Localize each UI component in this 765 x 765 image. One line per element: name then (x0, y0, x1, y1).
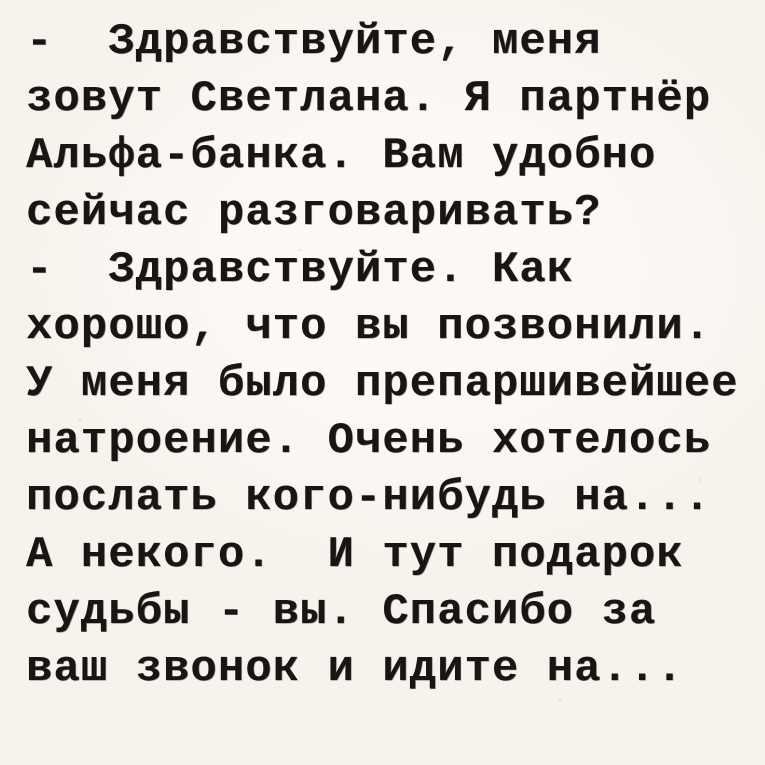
text-line: послать кого-нибудь на... (26, 473, 712, 523)
typewritten-text-block (26, 14, 761, 698)
text-line: натроение. Очень хотелось (26, 416, 712, 466)
text-line: - Здравствуйте, меня (26, 17, 602, 67)
text-line: хорошо, что вы позвонили. (26, 302, 712, 352)
text-line: Альфа-банка. Вам удобно (26, 131, 657, 181)
text-line: ваш звонок и идите на... (26, 644, 684, 694)
text-line: судьбы - вы. Спасибо за (26, 587, 657, 637)
text-line: - Здравствуйте. Как (26, 245, 575, 295)
text-line: сейчас разговаривать? (26, 188, 602, 238)
text-line: зовут Светлана. Я партнёр (26, 74, 712, 124)
text-line: А некого. И тут подарок (26, 530, 684, 580)
text-line: У меня было препаршивейшее (26, 359, 739, 409)
